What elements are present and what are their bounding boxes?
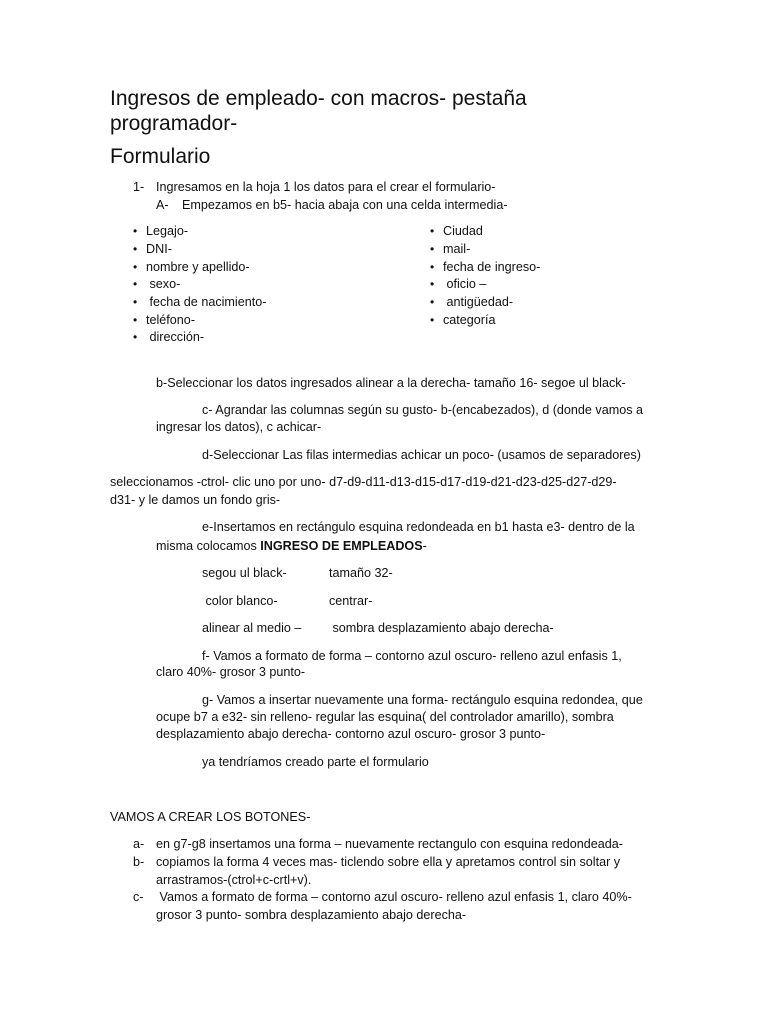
instruction-select-line1: seleccionamos -ctrol- clic uno por uno- d7-d9-d11-d13-d15-d17-d19-d21-d23-d25-d27-d29- — [110, 475, 617, 489]
list-item: sexo- — [146, 277, 181, 291]
instruction-c-line1: c- Agrandar las columnas según su gusto- b-(encabezados), d (donde vamos a — [202, 403, 644, 417]
instruction-f-line2: claro 40%- grosor 3 punto- — [156, 665, 306, 679]
instruction-e-line2-pre: misma colocamos — [156, 539, 261, 553]
instruction-e-line1: e-Insertamos en rectángulo esquina redondeada en b1 hasta e3- dentro de la — [202, 520, 635, 534]
step-a-number: A- — [156, 198, 169, 212]
list-item: DNI- — [146, 242, 172, 256]
list-item: oficio – — [443, 277, 487, 291]
instruction-c-line2: ingresar los datos), c achicar- — [156, 420, 322, 434]
bullet-icon: • — [430, 260, 435, 274]
bold-heading-text: INGRESO DE EMPLEADOS — [260, 539, 423, 553]
instruction-b: b-Seleccionar los datos ingresados alinear a la derecha- tamaño 16- segoe ul black- — [156, 376, 626, 390]
bullet-icon: • — [133, 260, 138, 274]
instruction-g-line2: ocupe b7 a e32- sin relleno- regular las esquina( del controlador amarillo), sombra — [156, 710, 614, 724]
instruction-e-line2 — [156, 538, 427, 554]
list-item: teléfono- — [146, 313, 196, 327]
list-item: Legajo- — [146, 224, 189, 238]
list-item: categoría — [443, 313, 496, 327]
bullet-icon: • — [430, 242, 435, 256]
list-item: fecha de nacimiento- — [146, 295, 267, 309]
center-setting: centrar- — [329, 594, 373, 608]
buttons-step-c-number: c- — [133, 890, 144, 904]
instruction-select-line2: d31- y le damos un fondo gris- — [110, 493, 281, 507]
bullet-icon: • — [133, 313, 138, 327]
buttons-step-b-line2: arrastramos-(ctrol+c-crtl+v). — [156, 873, 312, 887]
bullet-icon: • — [133, 295, 138, 309]
bullet-icon: • — [430, 313, 435, 327]
step-1-number: 1- — [133, 180, 145, 194]
bullet-icon: • — [133, 242, 138, 256]
document-subtitle: Formulario — [110, 145, 211, 168]
instruction-g-line1: g- Vamos a insertar nuevamente una forma- rectángulo esquina redondea, que — [202, 693, 643, 707]
instruction-g-line3: desplazamiento abajo derecha- contorno azul oscuro- grosor 3 punto- — [156, 727, 546, 741]
instruction-e-line2-post: - — [422, 539, 427, 553]
color-setting: color blanco- — [202, 594, 278, 608]
font-setting: segou ul black- — [202, 566, 287, 580]
buttons-step-c-line1: Vamos a formato de forma – contorno azul oscuro- relleno azul enfasis 1, claro 40%- — [156, 890, 632, 904]
list-item: nombre y apellido- — [146, 260, 250, 274]
list-item: antigüedad- — [443, 295, 514, 309]
list-item: fecha de ingreso- — [443, 260, 541, 274]
buttons-step-b-number: b- — [133, 855, 145, 869]
list-item: Ciudad — [443, 224, 483, 238]
buttons-step-a-number: a- — [133, 837, 145, 851]
size-setting: tamaño 32- — [329, 566, 393, 580]
buttons-step-a-text: en g7-g8 insertamos una forma – nuevamente rectangulo con esquina redondeada- — [156, 837, 623, 851]
bullet-icon: • — [133, 277, 138, 291]
step-1-text: Ingresamos en la hoja 1 los datos para el crear el formulario- — [156, 180, 496, 194]
document-title-line2: programador- — [110, 112, 238, 135]
bullet-icon: • — [133, 330, 138, 344]
buttons-section-heading: VAMOS A CREAR LOS BOTONES- — [110, 810, 311, 824]
step-a-text: Empezamos en b5- hacia abaja con una celda intermedia- — [182, 198, 508, 212]
instruction-f-line1: f- Vamos a formato de forma – contorno azul oscuro- relleno azul enfasis 1, — [202, 649, 622, 663]
shadow-setting: sombra desplazamiento abajo derecha- — [329, 621, 554, 635]
document-title-line1: Ingresos de empleado- con macros- pestaña — [110, 87, 527, 110]
list-item: mail- — [443, 242, 471, 256]
list-item: dirección- — [146, 330, 205, 344]
bullet-icon: • — [430, 224, 435, 238]
bullet-icon: • — [430, 295, 435, 309]
buttons-step-b-line1: copiamos la forma 4 veces mas- ticlendo sobre ella y apretamos control sin soltar y — [156, 855, 621, 869]
buttons-step-c-line2: grosor 3 punto- sombra desplazamiento abajo derecha- — [156, 908, 467, 922]
instruction-done: ya tendríamos creado parte el formulario — [202, 755, 429, 769]
bullet-icon: • — [430, 277, 435, 291]
instruction-d: d-Seleccionar Las filas intermedias achicar un poco- (usamos de separadores) — [202, 448, 641, 462]
align-setting: alinear al medio – — [202, 621, 302, 635]
bullet-icon: • — [133, 224, 138, 238]
